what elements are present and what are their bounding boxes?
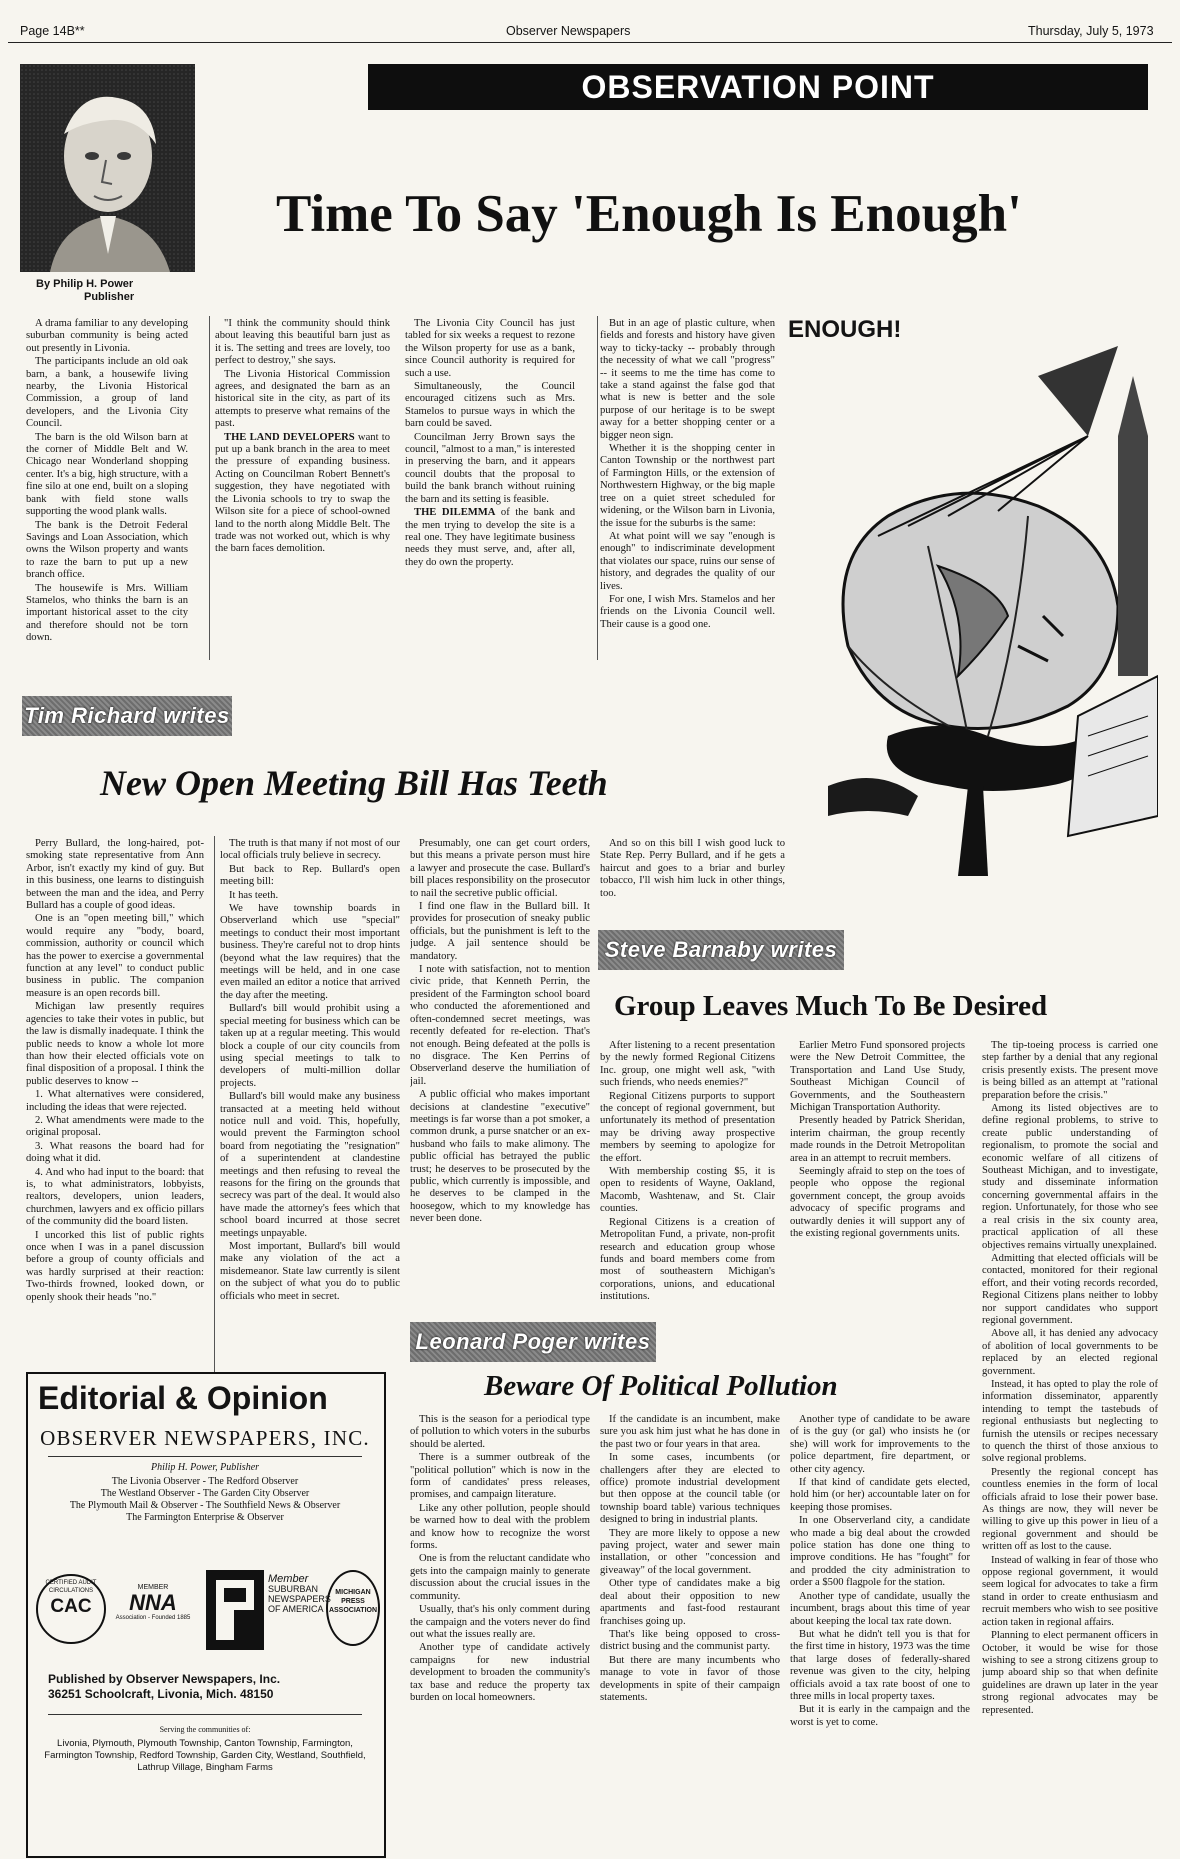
article1-column-1 (26, 318, 188, 658)
publisher-address: 36251 Schoolcraft, Livonia, Mich. 48150 (48, 1687, 274, 1701)
paragraph: The tip-toeing process is carried one step farther by a denial that any regional crisis presently exists. The present move is being billed as an attempt at "rational preparation before the crisis." (982, 1040, 1158, 1101)
paragraph: In some cases, incumbents (or challengers after they are elected to office) promote industrial development but then oppose at the council table (or township board table) various techniques designed to bring in industrial plants. (600, 1452, 780, 1526)
paragraph: The Livonia City Council has just tabled for six weeks a request to rezone the Wilson property for use as a bank, since Council authority is required for such a use. (405, 318, 575, 379)
paragraph: Simultaneously, the Council encouraged citizens such as Mrs. Stamelos to pursue ways in which the barn could be saved. (405, 381, 575, 430)
paragraph: At what point will we say "enough is enough" to indiscriminate development that violates our space, ruins our sense of history, and degrades the quality of our lives. (600, 530, 775, 592)
portrait-photo (20, 64, 195, 272)
article3-column-3 (982, 1040, 1158, 1852)
paragraph: I note with satisfaction, not to mention civic pride, that Kenneth Perrin, the president of the Farmington school board who conducted the aforementioned and often-condemned secret meetings, was recently defeated for re-election. That's not enough. Being defeated at the polls is no disgrace. The Ken Perrins of Observerland deserve the humiliation of jail. (410, 964, 590, 1087)
author-portrait (20, 64, 195, 272)
article2-kicker: Tim Richard writes (22, 696, 232, 736)
nna-note: Association - Founded 1885 (115, 1615, 191, 1621)
divider (48, 1456, 362, 1457)
paragraph: Michigan law presently requires agencies to take their votes in public, but the law is dismally inadequate. I think the public needs to know a whole lot more than how their elected officials vote on final disposition of a proposal. I think the public deserves to know -- (26, 1001, 204, 1087)
article3-column-2 (790, 1040, 965, 1316)
sna-logo-mark (206, 1570, 264, 1650)
paragraph: A drama familiar to any developing suburban community is being acted out presently in Livonia. (26, 318, 188, 354)
paragraph: Planning to elect permanent officers in October, it would be wise for those wishing to see a strong citizens group to jump aboard ship so that when definite guidelines are drawn up later in the year strong regional advocates may be represented. (982, 1630, 1158, 1716)
article3-kicker: Steve Barnaby writes (598, 930, 844, 970)
column-rule (597, 316, 598, 660)
masthead (8, 4, 1172, 38)
article2-column-4 (600, 838, 785, 928)
cac-ring-text: CERTIFIED AUDIT CIRCULATIONS (45, 1580, 97, 1594)
published-by: Published by Observer Newspapers, Inc. (48, 1672, 281, 1686)
editorial-cartoon (788, 316, 1158, 876)
paragraph: Councilman Jerry Brown says the council, "almost to a man," is interested in preserving the barn, and it appears council doubts that the proposal to build the bank branch without ruining the barn and its setting is feasible. (405, 431, 575, 505)
paper-line: The Plymouth Mail & Observer - The Southfield News & Observer (69, 1500, 341, 1511)
masthead-rule (8, 42, 1172, 43)
editorial-box (26, 1372, 386, 1858)
paragraph: Another type of candidate, usually the incumbent, brags about this time of year about keeping the local tax rate down. (790, 1590, 970, 1627)
paragraph: The housewife is Mrs. William Stamelos, who thinks the barn is an important historical asset to the city and therefore should not be torn down. (26, 582, 188, 644)
paragraph: 3. What reasons the board had for doing what it did. (26, 1140, 204, 1165)
paragraph: Bullard's bill would prohibit using a special meeting for business which can be taken up at a regular meeting. This would block a couple of our city councils from using special meetings to talk to developers of multi-million dollar projects. (220, 1003, 400, 1089)
paper-line: The Westland Observer - The Garden City Observer (100, 1488, 310, 1499)
divider (48, 1714, 362, 1715)
nna-badge (110, 1584, 196, 1621)
cartoon-drawing (788, 316, 1158, 876)
paragraph: Among its listed objectives are to define regional problems, to strive to create public understanding of regionalism, to promote the social and economic welfare of all citizens of Southeast Michigan, and to investigate, study and disseminate information concerning governmental affairs in the region. Unfortunately, for those who see a real crisis in the six county area, practical application of all these objectives remains virtually unexplained. (982, 1103, 1158, 1251)
paragraph: With membership costing $5, it is open to residents of Wayne, Oakland, Macomb, Washtenaw, and St. Clair counties. (600, 1166, 775, 1215)
paragraph: Presumably, one can get court orders, but this means a private person must hire a lawyer and prosecute the case. Bullard's bill places responsibility on the prosecutor to nail the secretive public official. (410, 838, 590, 899)
subhead: THE LAND DEVELOPERS (224, 431, 355, 443)
paragraph: A public official who makes important decisions at clandestine "executive" meetings is far worse than a pot smoker, a common drunk, a purse snatcher or an ex-husband who fails to make alimony. The public official has betrayed the public trust; he deserves to be prosecuted by the public, which currently is impossible, and he deserves to be clamped in the hoosegow, which to my knowledge has never been done. (410, 1089, 590, 1225)
section-banner: OBSERVATION POINT (368, 64, 1148, 110)
nna-member: MEMBER (137, 1584, 169, 1591)
article1-byline (36, 278, 186, 304)
paragraph: Presently headed by Patrick Sheridan, interim chairman, the group recently made rounds in the Detroit Metropolitan area in an attempt to recruit members. (790, 1115, 965, 1164)
paragraph: Regional Citizens is a creation of Metropolitan Fund, a private, non-profit research and education group whose funds and board members come from most of southeastern Michigan's corporations, unions, and educational institutions. (600, 1216, 775, 1303)
paragraph: The participants include an old oak barn, a bank, a housewife living nearby, the Livonia Historical Commission, a group of land developers, and the Livonia City Council. (26, 356, 188, 430)
paragraph: They are more likely to oppose a new paving project, water and sewer main installation, or other "concession and giveaway" of the local government. (600, 1527, 780, 1576)
paragraph: Usually, that's his only comment during the campaign and the voters never do find out what the issues really are. (410, 1604, 590, 1640)
cac-badge (36, 1574, 106, 1644)
paragraph: 4. And who had input to the board: that is, to what administrators, lobbyists, realtors, developers, union leaders, churchmen, lawyers and ex officio pillars of the community did the board listen. (26, 1166, 204, 1228)
paragraph: Other type of candidates make a big deal about their opposition to new apartments and fast-food restaurant franchises going up. (600, 1578, 780, 1627)
article1-headline: Time To Say 'Enough Is Enough' (276, 185, 1022, 243)
paragraph: This is the season for a periodical type of pollution to which voters in the suburbs should be alerted. (410, 1414, 590, 1450)
column-rule (209, 316, 210, 660)
editorial-paper-name: OBSERVER NEWSPAPERS, INC. (40, 1426, 370, 1450)
paragraph: 2. What amendments were made to the original proposal. (26, 1114, 204, 1139)
paragraph: Instead of walking in fear of those who oppose regional government, it would seem logical for advocates to take a firm stand in order to create enthusiasm and recruit members who wish to see positive action taken in regional affairs. (982, 1554, 1158, 1628)
paragraph: There is a summer outbreak of the "political pollution" which is now in the form of candidates' press releases, promises, and campaign literature. (410, 1452, 590, 1501)
paragraph: The bank is the Detroit Federal Savings and Loan Association, which owns the Wilson property and wants to raze the barn to put up a new branch office. (26, 519, 188, 581)
paragraph: Bullard's bill would make any business transacted at a meeting held without notice null and void. This, hopefully, would prevent the Farmington school board from negotiating the "resignation" of a superintendent at clandestine meetings and then refusing to reveal the reasons for the firing on the grounds that secrecy was part of the deal. It would also have made the attorney's fees which that school board incurred at those secret meetings unpayable. (220, 1091, 400, 1239)
paragraph: Another type of candidate actively campaigns for new industrial development to broaden the community's tax base and reduce the property tax burden on local homeowners. (410, 1642, 590, 1703)
paragraph: Above all, it has denied any advocacy of abolition of local governments to be replaced by an elected regional government. (982, 1328, 1158, 1377)
paragraph: THE LAND DEVELOPERS want to put up a bank branch in the area to meet the pressure of expanding business. Acting on Councilman Robert Bennett's suggestion, they have negotiated with the Livonia schools to try to swap the Wilson site for a piece of school-owned land to the north along Middle Belt. The trade was not worked out, which is why the barn faces demolition. (215, 431, 390, 555)
member-label-block (268, 1573, 331, 1614)
paragraph: After listening to a recent presentation by the newly formed Regional Citizens Inc. group, one might well ask, "with such friends, who needs enemies?" (600, 1040, 775, 1089)
article4-column-1 (410, 1414, 590, 1854)
article4-column-2 (600, 1414, 780, 1854)
member-org: SUBURBAN NEWSPAPERS OF AMERICA (268, 1584, 331, 1614)
article2-headline: New Open Meeting Bill Has Teeth (100, 763, 608, 803)
nna-label: NNA (129, 1590, 177, 1615)
editorial-publisher: Philip H. Power, Publisher (150, 1462, 260, 1473)
paragraph: But there are many incumbents who manage to vote in favor of those developments in spite of their campaign statements. (600, 1654, 780, 1703)
paper-line: The Farmington Enterprise & Observer (126, 1512, 284, 1523)
paragraph: For one, I wish Mrs. Stamelos and her friends on the Livonia Council well. Their cause is a good one. (600, 593, 775, 630)
cac-label: CAC (50, 1596, 92, 1617)
paragraph: If that kind of candidate gets elected, hold him (or her) accountable later on for keeping those promises. (790, 1477, 970, 1513)
mpa-badge: MICHIGAN PRESS ASSOCIATION (326, 1570, 380, 1646)
article1-column-4 (600, 318, 775, 658)
paragraph: Like any other pollution, people should be warned how to deal with the problem and know how to recognize the worst forms. (410, 1502, 590, 1552)
paragraph: Seemingly afraid to step on the toes of people who oppose the regional government concept, the group avoids advocacy of specific programs and outwardly denies it will support any of the existing regional governments units. (790, 1166, 965, 1240)
article2-column-2 (220, 838, 400, 1416)
publisher-info (48, 1672, 348, 1702)
page-number: Page 14B** (20, 24, 85, 38)
paragraph: But in an age of plastic culture, when fields and forests and history have given way to ticky-tacky -- probably through the necessity of what we call "progress" -- it seems to me the time has come to take a stand against the false god that what is new is better and the sole purpose of our heritage is to be swept away for a better shopping center or a bigger neon sign. (600, 318, 775, 441)
byline-name: By Philip H. Power (36, 278, 134, 290)
serving-label: Serving the communities of: (159, 1725, 251, 1734)
paragraph: Most important, Bullard's bill would make any violation of the act a misdemeanor. State law currently is silent on the subject of what you do to public officials who meet in secret. (220, 1241, 400, 1302)
sna-logo (206, 1570, 264, 1650)
subhead: THE DILEMMA (414, 507, 496, 519)
paragraph: It has teeth. (229, 889, 279, 901)
paragraph: Another type of candidate to be aware of is the guy (or gal) who insists he (or she) will work for improvements to the police department, fire department, or other city agency. (790, 1414, 970, 1475)
article1-column-2 (215, 318, 390, 658)
communities-list: Livonia, Plymouth, Plymouth Township, Canton Township, Farmington, Farmington Township, Redford Township, Garden City, Westland, Southfield, Lathrup Village, Bingham Farms (44, 1738, 366, 1773)
paragraph: "I think the community should think about leaving this beautiful barn just as it is. The setting and trees are lovely, too perfect to destroy," she says. (215, 318, 390, 367)
paragraph: Regional Citizens purports to support the concept of regional government, but unfortunately its method of presentation may be driving away prospective members by seeming to apologize for the effort. (600, 1090, 775, 1164)
byline-title: Publisher (84, 291, 135, 303)
paragraph: One is from the reluctant candidate who gets into the campaign mainly to generate discussion about the crucial issues in the community. (410, 1553, 590, 1602)
paragraph: The truth is that many if not most of our local officials truly believe in secrecy. (220, 838, 400, 862)
member-label: Member (268, 1573, 309, 1585)
paragraph: One is an "open meeting bill," which would require any "body, board, commission, authority or council which has the power to exercise a governmental function at any level" to conduct public business in public. The companion measure is an open records bill. (26, 913, 204, 999)
article3-column-1 (600, 1040, 775, 1316)
paragraph: But it is early in the campaign and the worst is yet to come. (790, 1704, 970, 1728)
paragraph: That's like being opposed to cross-district busing and the communist party. (600, 1628, 780, 1653)
paragraph: The barn is the old Wilson barn at the corner of Middle Belt and W. Chicago near Wonderland shopping center. It's a big, high structure, with a fine silo at one end, built on a sloping bank with field stone walls supporting the wood plank walls. (26, 431, 188, 518)
editorial-title: Editorial & Opinion (38, 1380, 328, 1416)
paragraph: If the candidate is an incumbent, make sure you ask him just what he has done in the past two or four years in that area. (600, 1414, 780, 1450)
paragraph: The Livonia Historical Commission agrees, and designated the barn as an historical site in the city, as part of its attempts to preserve what remains of the past. (215, 368, 390, 430)
article4-column-3 (790, 1414, 970, 1854)
paragraph: Admitting that elected officials will be contacted, monitored for their regional effort, and their voting records recorded, Regional Citizens plans neither to lobby nor support candidates who support regional government. (982, 1252, 1158, 1326)
paragraph: Instead, it has opted to play the role of information disseminator, apparently intending to tempt the tastebuds of regional enthusiasts but neglecting to furnish the utensils or recipes necessary to quench the thirst of those anxious to solve regional problems. (982, 1378, 1158, 1465)
paragraph: But what he didn't tell you is that for the first time in history, 1973 was the time that large doses of federally-shared revenue was given to the city, helping officials avoid a tax rate boost of one to three mills in local property taxes. (790, 1628, 970, 1702)
paragraph: Whether it is the shopping center in Canton Township or the northwest part of Farmington Hills, or the extension of Northwestern Highway, or the big maple tree on a quiet street scheduled for widening, or the Wilson barn in Livonia, the issue for the suburbs is the same: (600, 443, 775, 529)
paragraph: But back to Rep. Bullard's open meeting bill: (220, 863, 400, 888)
paragraph: Perry Bullard, the long-haired, pot-smoking state representative from Ann Arbor, isn't exactly my kind of guy. But in this business, one learns to distinguish between the man and the idea, and Perry Bullard has a couple of good ideas. (26, 838, 204, 912)
paper-name: Observer Newspapers (506, 24, 631, 38)
article4-kicker: Leonard Poger writes (410, 1322, 656, 1362)
paragraph: 1. What alternatives were considered, including the ideas that were rejected. (26, 1089, 204, 1113)
paragraph: I uncorked this list of public rights once when I was in a panel discussion before a group of county officials and was hardly surprised at their reaction: Two-thirds frowned, looked down, or openly shook their heads "no." (26, 1229, 204, 1303)
article4-headline: Beware Of Political Pollution (484, 1370, 838, 1402)
paper-line: The Livonia Observer - The Redford Observer (111, 1476, 299, 1487)
column-rule (214, 836, 215, 1416)
paragraph: In one Observerland city, a candidate who made a big deal about the crowded police station has done one thing to improve conditions. He has "fought" for and prodded the city administration to order a $500 flagpole for the station. (790, 1515, 970, 1589)
article2-column-1 (26, 838, 204, 1358)
article3-headline: Group Leaves Much To Be Desired (614, 990, 1048, 1022)
article1-column-3 (405, 318, 575, 658)
paragraph: I find one flaw in the Bullard bill. It provides for prosecution of sneaky public officials, but the punishment is left to the judge. A jail sentence should be mandatory. (410, 901, 590, 962)
paragraph: We have township boards in Observerland which use "special" meetings to conduct their most important business. They're careful not to drop hints (beyond what the law requires) that the meetings will be held, and in one case even mailed an editor a notice that arrived the day after the meeting. (220, 903, 400, 1001)
paragraph: Presently the regional concept has countless enemies in the form of local officials afraid to lose their power base. As things are now, they will never be willing to give up this power in lieu of a regional government and should be written off as lost to the cause. (982, 1466, 1158, 1553)
paragraph: And so on this bill I wish good luck to State Rep. Perry Bullard, and if he gets a haircut and goes to a briar and burley tobacco, I'll wish him luck in other things, too. (600, 838, 785, 899)
paragraph: Earlier Metro Fund sponsored projects were the New Detroit Committee, the Transportation and Land Use Study, Southeast Michigan Council of Governments, and the Southeastern Michigan Transportation Authority. (790, 1040, 965, 1114)
cartoon-caption: ENOUGH! (788, 316, 902, 343)
paragraph: THE DILEMMA of the bank and the men trying to develop the site is a real one. They have legitimate business needs they must serve, and, after all, they do own the property. (405, 507, 575, 568)
article2-column-3 (410, 838, 590, 1358)
papers-list (40, 1476, 370, 1524)
issue-date: Thursday, July 5, 1973 (1028, 24, 1154, 38)
